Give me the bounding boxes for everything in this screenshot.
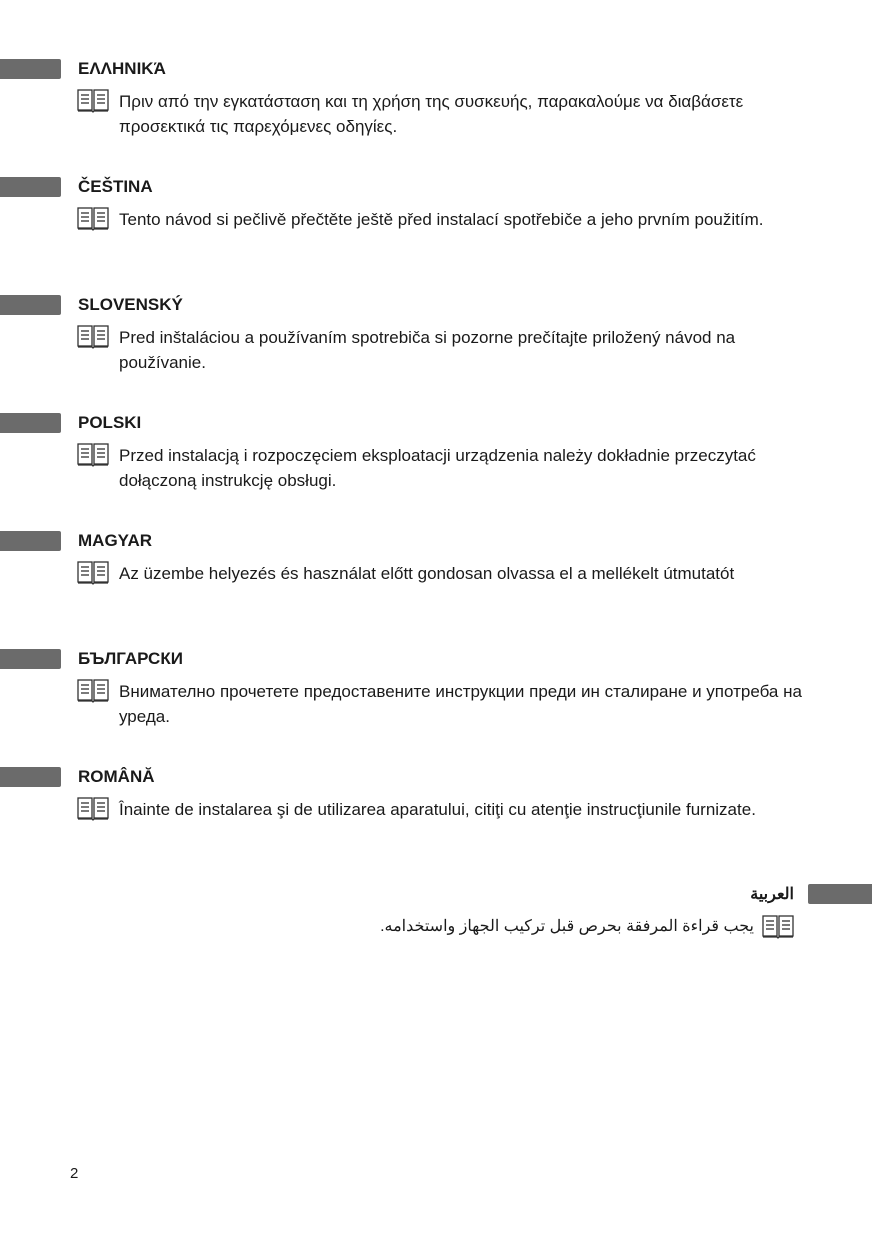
- section-instruction-text: Przed instalacją i rozpoczęciem eksploatacji urządzenia należy dokładnie przeczytać dołączoną instrukcję obsługi.: [119, 446, 756, 490]
- language-section-hungarian: [0, 531, 874, 631]
- section-tab-marker: [0, 649, 61, 669]
- language-section-greek: [0, 59, 874, 159]
- language-section-romanian: [0, 767, 874, 867]
- section-heading: العربية: [750, 886, 794, 903]
- section-instruction-text: يجب قراءة المرفقة بحرص قبل تركيب الجهاز واستخدامه.: [380, 918, 754, 935]
- section-heading: ČEŠTINA: [78, 177, 153, 196]
- section-heading: ΕΛΛΗΝΙΚΆ: [78, 59, 166, 78]
- open-book-icon: [77, 679, 109, 703]
- language-section-arabic: [0, 880, 874, 950]
- section-tab-marker: [808, 884, 872, 904]
- page-number: 2: [70, 1165, 79, 1182]
- section-tab-marker: [0, 295, 61, 315]
- language-section-polish: [0, 413, 874, 513]
- section-instruction-text: Tento návod si pečlivě přečtěte ještě před instalací spotřebiče a jeho prvním použitím.: [119, 210, 764, 229]
- open-book-icon: [77, 89, 109, 113]
- section-instruction-text: Внимателно прочетете предоставените инструкции преди ин сталиране и употреба на уреда.: [119, 682, 802, 726]
- section-instruction-text: Az üzembe helyezés és használat előtt gondosan olvassa el a mellékelt útmutatót: [119, 564, 735, 583]
- open-book-icon: [77, 443, 109, 467]
- open-book-icon: [77, 325, 109, 349]
- section-tab-marker: [0, 413, 61, 433]
- language-section-bulgarian: [0, 649, 874, 749]
- open-book-icon: [77, 797, 109, 821]
- open-book-icon: [77, 561, 109, 585]
- section-tab-marker: [0, 531, 61, 551]
- section-tab-marker: [0, 177, 61, 197]
- open-book-icon: [77, 207, 109, 231]
- section-heading: POLSKI: [78, 413, 142, 432]
- section-tab-marker: [0, 767, 61, 787]
- section-tab-marker: [0, 59, 61, 79]
- section-instruction-text: Πριν από την εγκατάσταση και τη χρήση της συσκευής, παρακαλούμε να διαβάσετε προσεκτικά τις παρεχόμενες οδηγίες.: [119, 92, 744, 136]
- language-section-czech: [0, 177, 874, 277]
- section-heading: MAGYAR: [78, 531, 152, 550]
- section-heading: ROMÂNĂ: [78, 767, 155, 786]
- section-heading: SLOVENSKÝ: [78, 295, 183, 314]
- section-instruction-text: Pred inštaláciou a používaním spotrebiča si pozorne prečítajte priložený návod na používanie.: [119, 328, 736, 372]
- section-heading: БЪЛГАРСКИ: [78, 649, 183, 668]
- section-instruction-text: Înainte de instalarea şi de utilizarea aparatului, citiţi cu atenţie instrucţiunile furnizate.: [119, 800, 756, 819]
- language-section-slovak: [0, 295, 874, 395]
- open-book-icon: [762, 915, 794, 939]
